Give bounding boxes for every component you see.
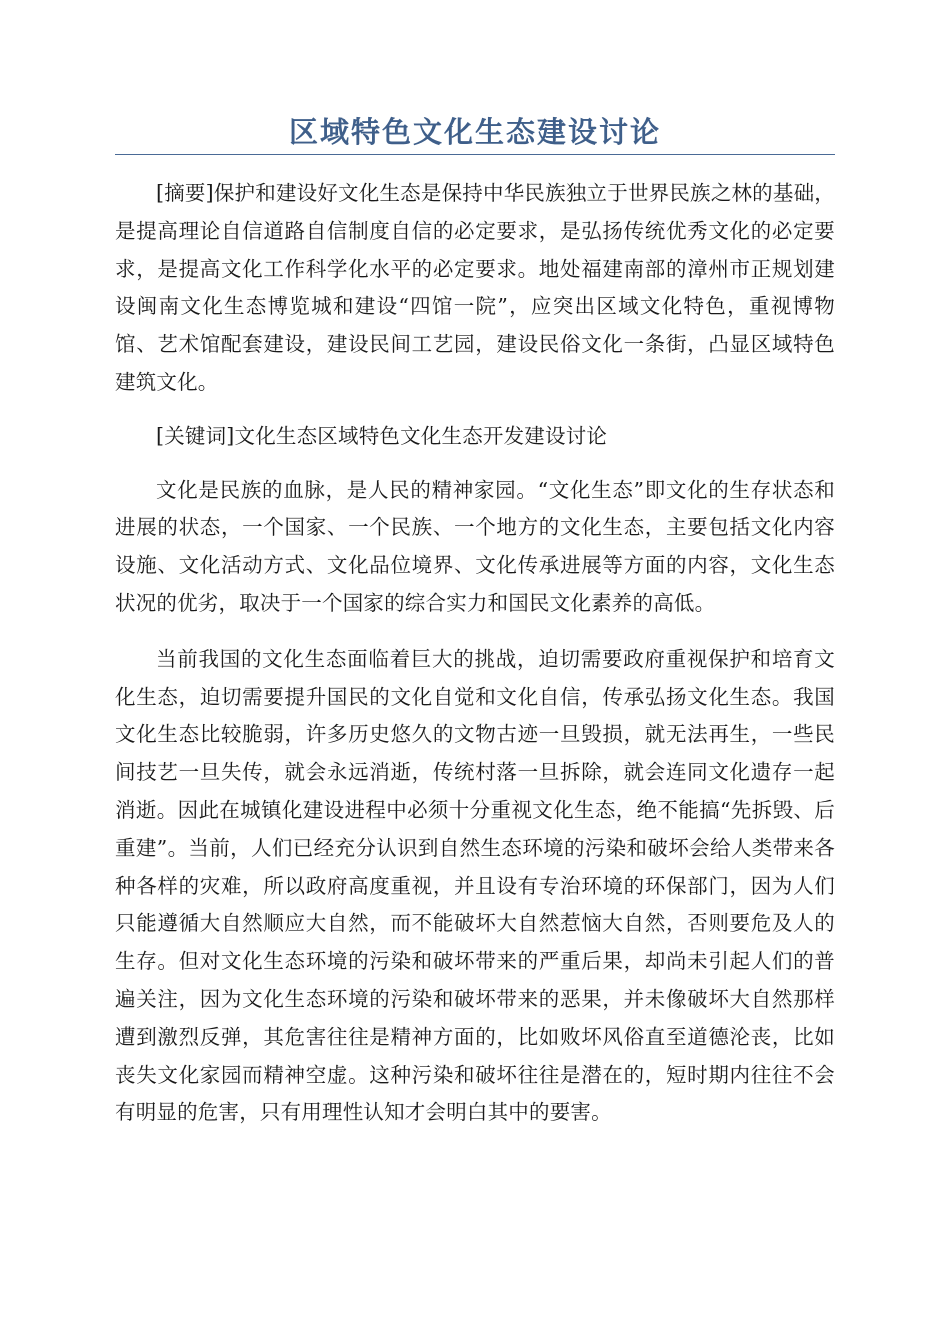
keywords-paragraph: [关键词]文化生态区域特色文化生态开发建设讨论 — [156, 423, 608, 448]
title-underline — [115, 154, 835, 155]
page-title: 区域特色文化生态建设讨论 — [288, 115, 661, 149]
body-paragraph-1: 文化是民族的血脉，是人民的精神家园。“文化生态”即文化的生存状态和进展的状态，一个国家、一个民族、一个地方的文化生态，主要包括文化内容设施、文化活动方式、文化品位境界、文化传承进展等方面的内容，文化生态状况的优劣，取决于一个国家的综合实力和国民文化素养的高低。 — [115, 477, 835, 615]
body-paragraph-2: 当前我国的文化生态面临着巨大的挑战，迫切需要政府重视保护和培育文化生态，迫切需要提升国民的文化自觉和文化自信，传承弘扬文化生态。我国文化生态比较脆弱，许多历史悠久的文物古迹一旦毁损，就无法再生，一些民间技艺一旦失传，就会永远消逝，传统村落一旦拆除，就会连同文化遗存一起消逝。因此在城镇化建设进程中必须十分重视文化生态，绝不能搞“先拆毁、后重建”。当前，人们已经充分认识到自然生态环境的污染和破坏会给人类带来各种各样的灾难，所以政府高度重视，并且设有专治环境的环保部门，因为人们只能遵循大自然顺应大自然，而不能破坏大自然惹恼大自然，否则要危及人的生存。但对文化生态环境的污染和破坏带来的严重后果，却尚未引起人们的普遍关注，因为文化生态环境的污染和破坏带来的恶果，并未像破坏大自然那样遭到激烈反弹，其危害往往是精神方面的，比如败坏风俗直至道德沦丧，比如丧失文化家园而精神空虚。这种污染和破坏往往是潜在的，短时期内往往不会有明显的危害，只有用理性认知才会明白其中的要害。 — [115, 646, 835, 1125]
abstract-paragraph: [摘要]保护和建设好文化生态是保持中华民族独立于世界民族之林的基础，是提高理论自信道路自信制度自信的必定要求，是弘扬传统优秀文化的必定要求，是提高文化工作科学化水平的必定要求。地处福建南部的漳州市正规划建设闽南文化生态博览城和建设“四馆一院”，应突出区域文化特色，重视博物馆、艺术馆配套建设，建设民间工艺园，建设民俗文化一条街，凸显区域特色建筑文化。 — [115, 181, 835, 394]
document-page — [115, 0, 835, 1132]
